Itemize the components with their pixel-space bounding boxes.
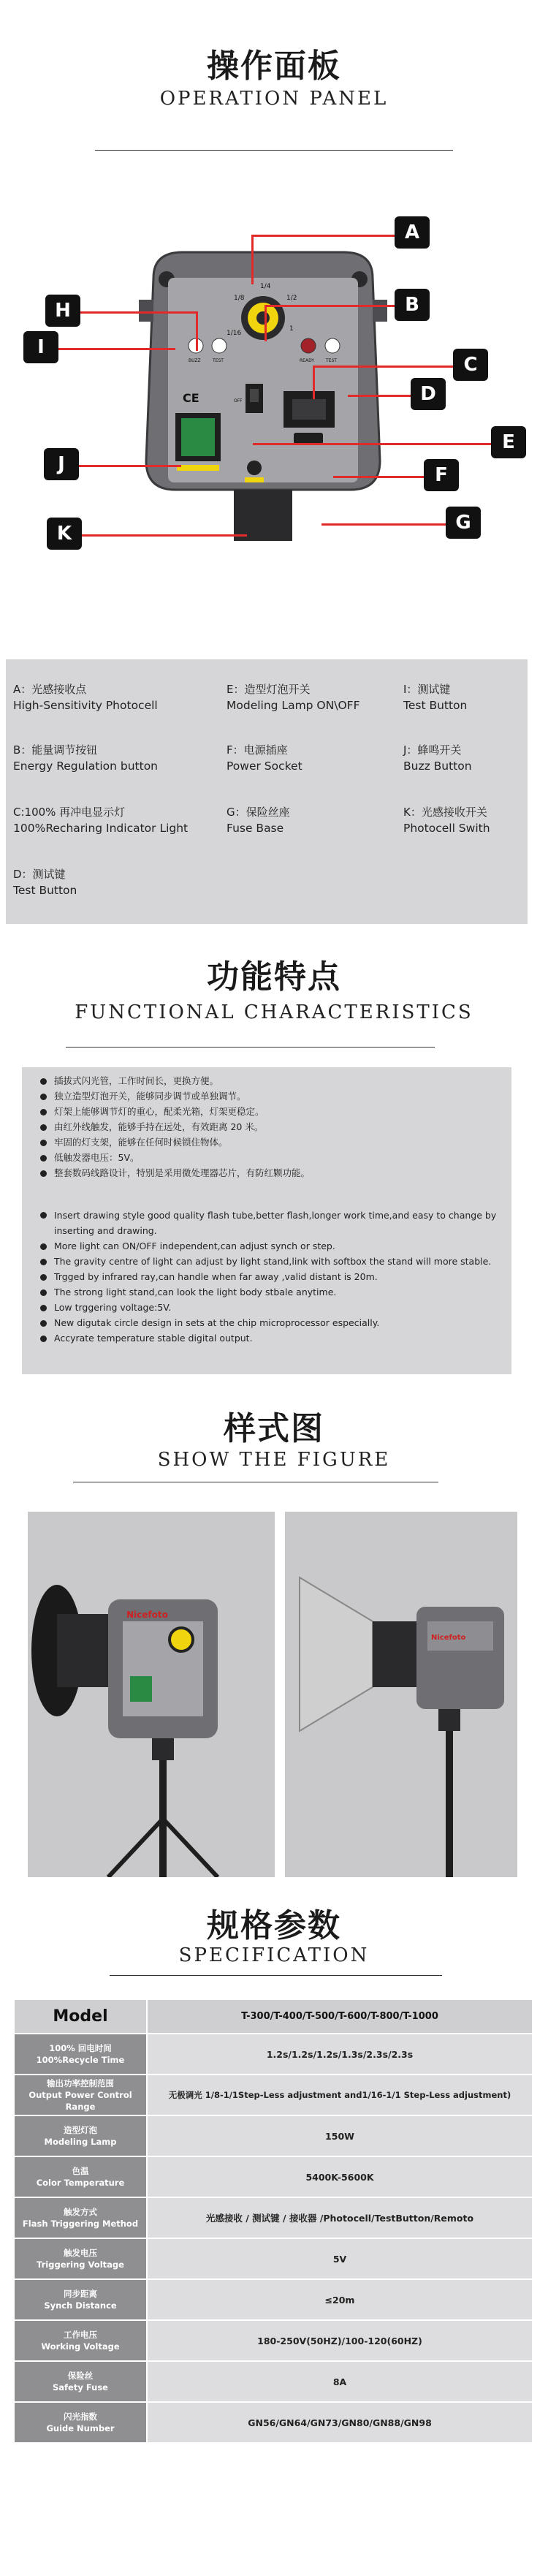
- legend-g-en: Fuse Base: [227, 822, 284, 835]
- feature-en-item: Accyrate temperature stable digital output.: [40, 1330, 508, 1346]
- legend-c: [13, 804, 188, 836]
- feature-cn-item: 灯架上能够调节灯的重心，配柔光箱，灯架更稳定。: [40, 1104, 501, 1119]
- legend-c-cn: C:100% 再冲电显示灯: [13, 806, 126, 819]
- svg-text:TEST: TEST: [326, 358, 337, 363]
- lead-g: [321, 523, 446, 526]
- feature-cn-item: 低触发器电压：5V。: [40, 1150, 501, 1165]
- label-g-badge: G: [446, 507, 481, 539]
- legend-b-en: Energy Regulation button: [13, 759, 159, 773]
- lead-d: [348, 395, 411, 397]
- svg-text:BUZZ: BUZZ: [189, 358, 201, 363]
- legend-a-cn: A：光感接收点: [13, 683, 87, 696]
- figure-title-cn: 样式图: [224, 1410, 324, 1447]
- feature-cn-item: 独立造型灯泡开关，能够同步调节或单独调节。: [40, 1088, 501, 1104]
- legend-e-cn: E：造型灯泡开关: [227, 683, 311, 696]
- operation-title-en: OPERATION PANEL: [159, 88, 389, 110]
- legend-j-cn: J：蜂鸣开关: [403, 743, 462, 757]
- label-f-badge: F: [424, 459, 459, 491]
- label-k-badge: K: [47, 518, 82, 550]
- feature-en-item: The gravity centre of light can adjust by light stand,link with softbox the stand will more stable.: [40, 1254, 508, 1269]
- feature-en-item: New digutak circle design in sets at the chip microprocessor especially.: [40, 1315, 508, 1330]
- spec-row: 触发方式 Flash Triggering Method 光感接收 / 测试键 / 接收器 /Photocell/TestButton/Remoto: [15, 2197, 533, 2238]
- product-photo-front: [28, 1512, 275, 1877]
- label-d-badge: D: [411, 378, 446, 410]
- feature-en-item: Low trggering voltage:5V.: [40, 1300, 508, 1315]
- lead-c-h: [313, 365, 453, 368]
- spec-row: 同步距离 Synch Distance ≤20m: [15, 2279, 533, 2320]
- lead-k: [82, 534, 247, 537]
- svg-text:CE: CE: [183, 391, 199, 405]
- lead-a-h: [251, 235, 395, 237]
- label-j-badge: J: [44, 448, 79, 480]
- legend-g: [227, 804, 290, 836]
- svg-text:1/4: 1/4: [260, 283, 271, 290]
- label-i-badge: I: [23, 331, 58, 363]
- spec-row: 闪光指数 Guide Number GN56/GN64/GN73/GN80/GN88/GN98: [15, 2402, 533, 2443]
- legend-e-en: Modeling Lamp ON\OFF: [227, 699, 360, 712]
- legend-k-cn: K：光感接收开关: [403, 806, 487, 819]
- product-photo-side: [285, 1512, 517, 1877]
- svg-text:1/8: 1/8: [234, 295, 245, 302]
- features-cn-list: [40, 1073, 501, 1181]
- feature-en-item: More light can ON/OFF independent,can adjust synch or step.: [40, 1238, 508, 1254]
- lead-b: [265, 305, 267, 341]
- legend-f-en: Power Socket: [227, 759, 302, 773]
- divider: [110, 1975, 442, 1976]
- label-c-badge: C: [453, 349, 488, 381]
- legend-e: [227, 681, 359, 713]
- label-h-badge: H: [45, 295, 80, 327]
- spec-title-cn: 规格参数: [207, 1907, 341, 1944]
- spec-row: 造型灯泡 Modeling Lamp 150W: [15, 2115, 533, 2156]
- lead-c: [313, 365, 315, 399]
- label-e-badge: E: [491, 426, 526, 458]
- legend-a-en: High-Sensitivity Photocell: [13, 699, 158, 712]
- spec-title-en: SPECIFICATION: [178, 1944, 370, 1966]
- legend-i: [403, 681, 467, 713]
- operation-title-cn: 操作面板: [207, 48, 341, 85]
- legend-g-cn: G：保险丝座: [227, 806, 290, 819]
- functional-title-cn: 功能特点: [207, 958, 341, 996]
- divider: [95, 150, 453, 151]
- legend-f-cn: F：电源插座: [227, 743, 288, 757]
- legend-j-en: Buzz Button: [403, 759, 472, 773]
- legend-a: [13, 681, 158, 713]
- feature-cn-item: 牢固的灯支架，能够在任何时候锁住物体。: [40, 1134, 501, 1150]
- lead-j: [79, 465, 181, 467]
- lead-h: [196, 311, 198, 351]
- spec-row: 色温 Color Temperature 5400K-5600K: [15, 2156, 533, 2197]
- legend-j: [403, 742, 472, 774]
- figure-title-en: SHOW THE FIGURE: [157, 1449, 391, 1471]
- spec-header-value: T-300/T-400/T-500/T-600/T-800/T-1000: [147, 2000, 533, 2034]
- spec-row: 100% 回电时间 100%Recycle Time 1.2s/1.2s/1.2s/1.3s/2.3s/2.3s: [15, 2034, 533, 2075]
- lead-h-h: [80, 311, 197, 314]
- legend-c-en: 100%Recharing Indicator Light: [13, 822, 189, 835]
- svg-text:1: 1: [289, 325, 294, 333]
- svg-text:READY: READY: [300, 358, 315, 363]
- legend-k-en: Photocell Swith: [403, 822, 490, 835]
- spec-row: 工作电压 Working Voltage 180-250V(50HZ)/100-120(60HZ): [15, 2320, 533, 2361]
- brand-logo-side: Nicefoto: [431, 1634, 466, 1642]
- features-en-list: [40, 1208, 508, 1346]
- spec-row: 输出功率控制范围 Output Power Control Range 无极调光 1/8-1/1Step-Less adjustment and1/16-1/1 Step-Less adjustment): [15, 2075, 533, 2115]
- feature-cn-item: 整套数码线路设计，特别是采用微处理器芯片，有防红颗功能。: [40, 1165, 501, 1181]
- feature-cn-item: 由红外线触发，能够手持在远处，有效距离 20 米。: [40, 1119, 501, 1134]
- spec-row: 保险丝 Safety Fuse 8A: [15, 2361, 533, 2402]
- label-b-badge: B: [395, 289, 430, 321]
- feature-cn-item: 插拔式闪光管，工作时间长，更换方便。: [40, 1073, 501, 1088]
- divider: [66, 1047, 435, 1048]
- legend-d-en: Test Button: [13, 884, 77, 897]
- lead-e: [253, 443, 491, 445]
- brand-logo: Nicefoto: [126, 1610, 168, 1620]
- feature-en-item: Insert drawing style good quality flash tube,better flash,longer work time,and easy to change by inserting and drawing.: [40, 1208, 508, 1238]
- legend-b: [13, 742, 158, 774]
- legend-i-en: Test Button: [403, 699, 468, 712]
- legend-i-cn: I：测试键: [403, 683, 451, 696]
- svg-text:1/2: 1/2: [286, 295, 297, 302]
- lead-f: [333, 476, 424, 478]
- legend-d: [13, 866, 77, 898]
- spec-header-key: Model: [15, 2000, 147, 2034]
- label-a-badge: A: [395, 216, 430, 249]
- legend-f: [227, 742, 302, 774]
- legend-b-cn: B：能量调节按钮: [13, 743, 98, 757]
- spec-row: 触发电压 Triggering Voltage 5V: [15, 2238, 533, 2279]
- lead-i: [58, 348, 175, 350]
- lead-a: [251, 235, 254, 284]
- spec-table: [15, 2000, 533, 2444]
- svg-text:1/16: 1/16: [227, 330, 242, 337]
- functional-title-en: FUNCTIONAL CHARACTERISTICS: [75, 1001, 473, 1023]
- svg-text:OFF: OFF: [234, 398, 243, 404]
- feature-en-item: The strong light stand,can look the light body stbale anytime.: [40, 1284, 508, 1300]
- lead-b-h: [265, 305, 395, 307]
- legend-d-cn: D：测试键: [13, 868, 66, 881]
- spec-header-row: [15, 2000, 533, 2034]
- feature-en-item: Trgged by infrared ray,can handle when far away ,valid distant is 20m.: [40, 1269, 508, 1284]
- legend-k: [403, 804, 490, 836]
- svg-text:TEST: TEST: [213, 358, 224, 363]
